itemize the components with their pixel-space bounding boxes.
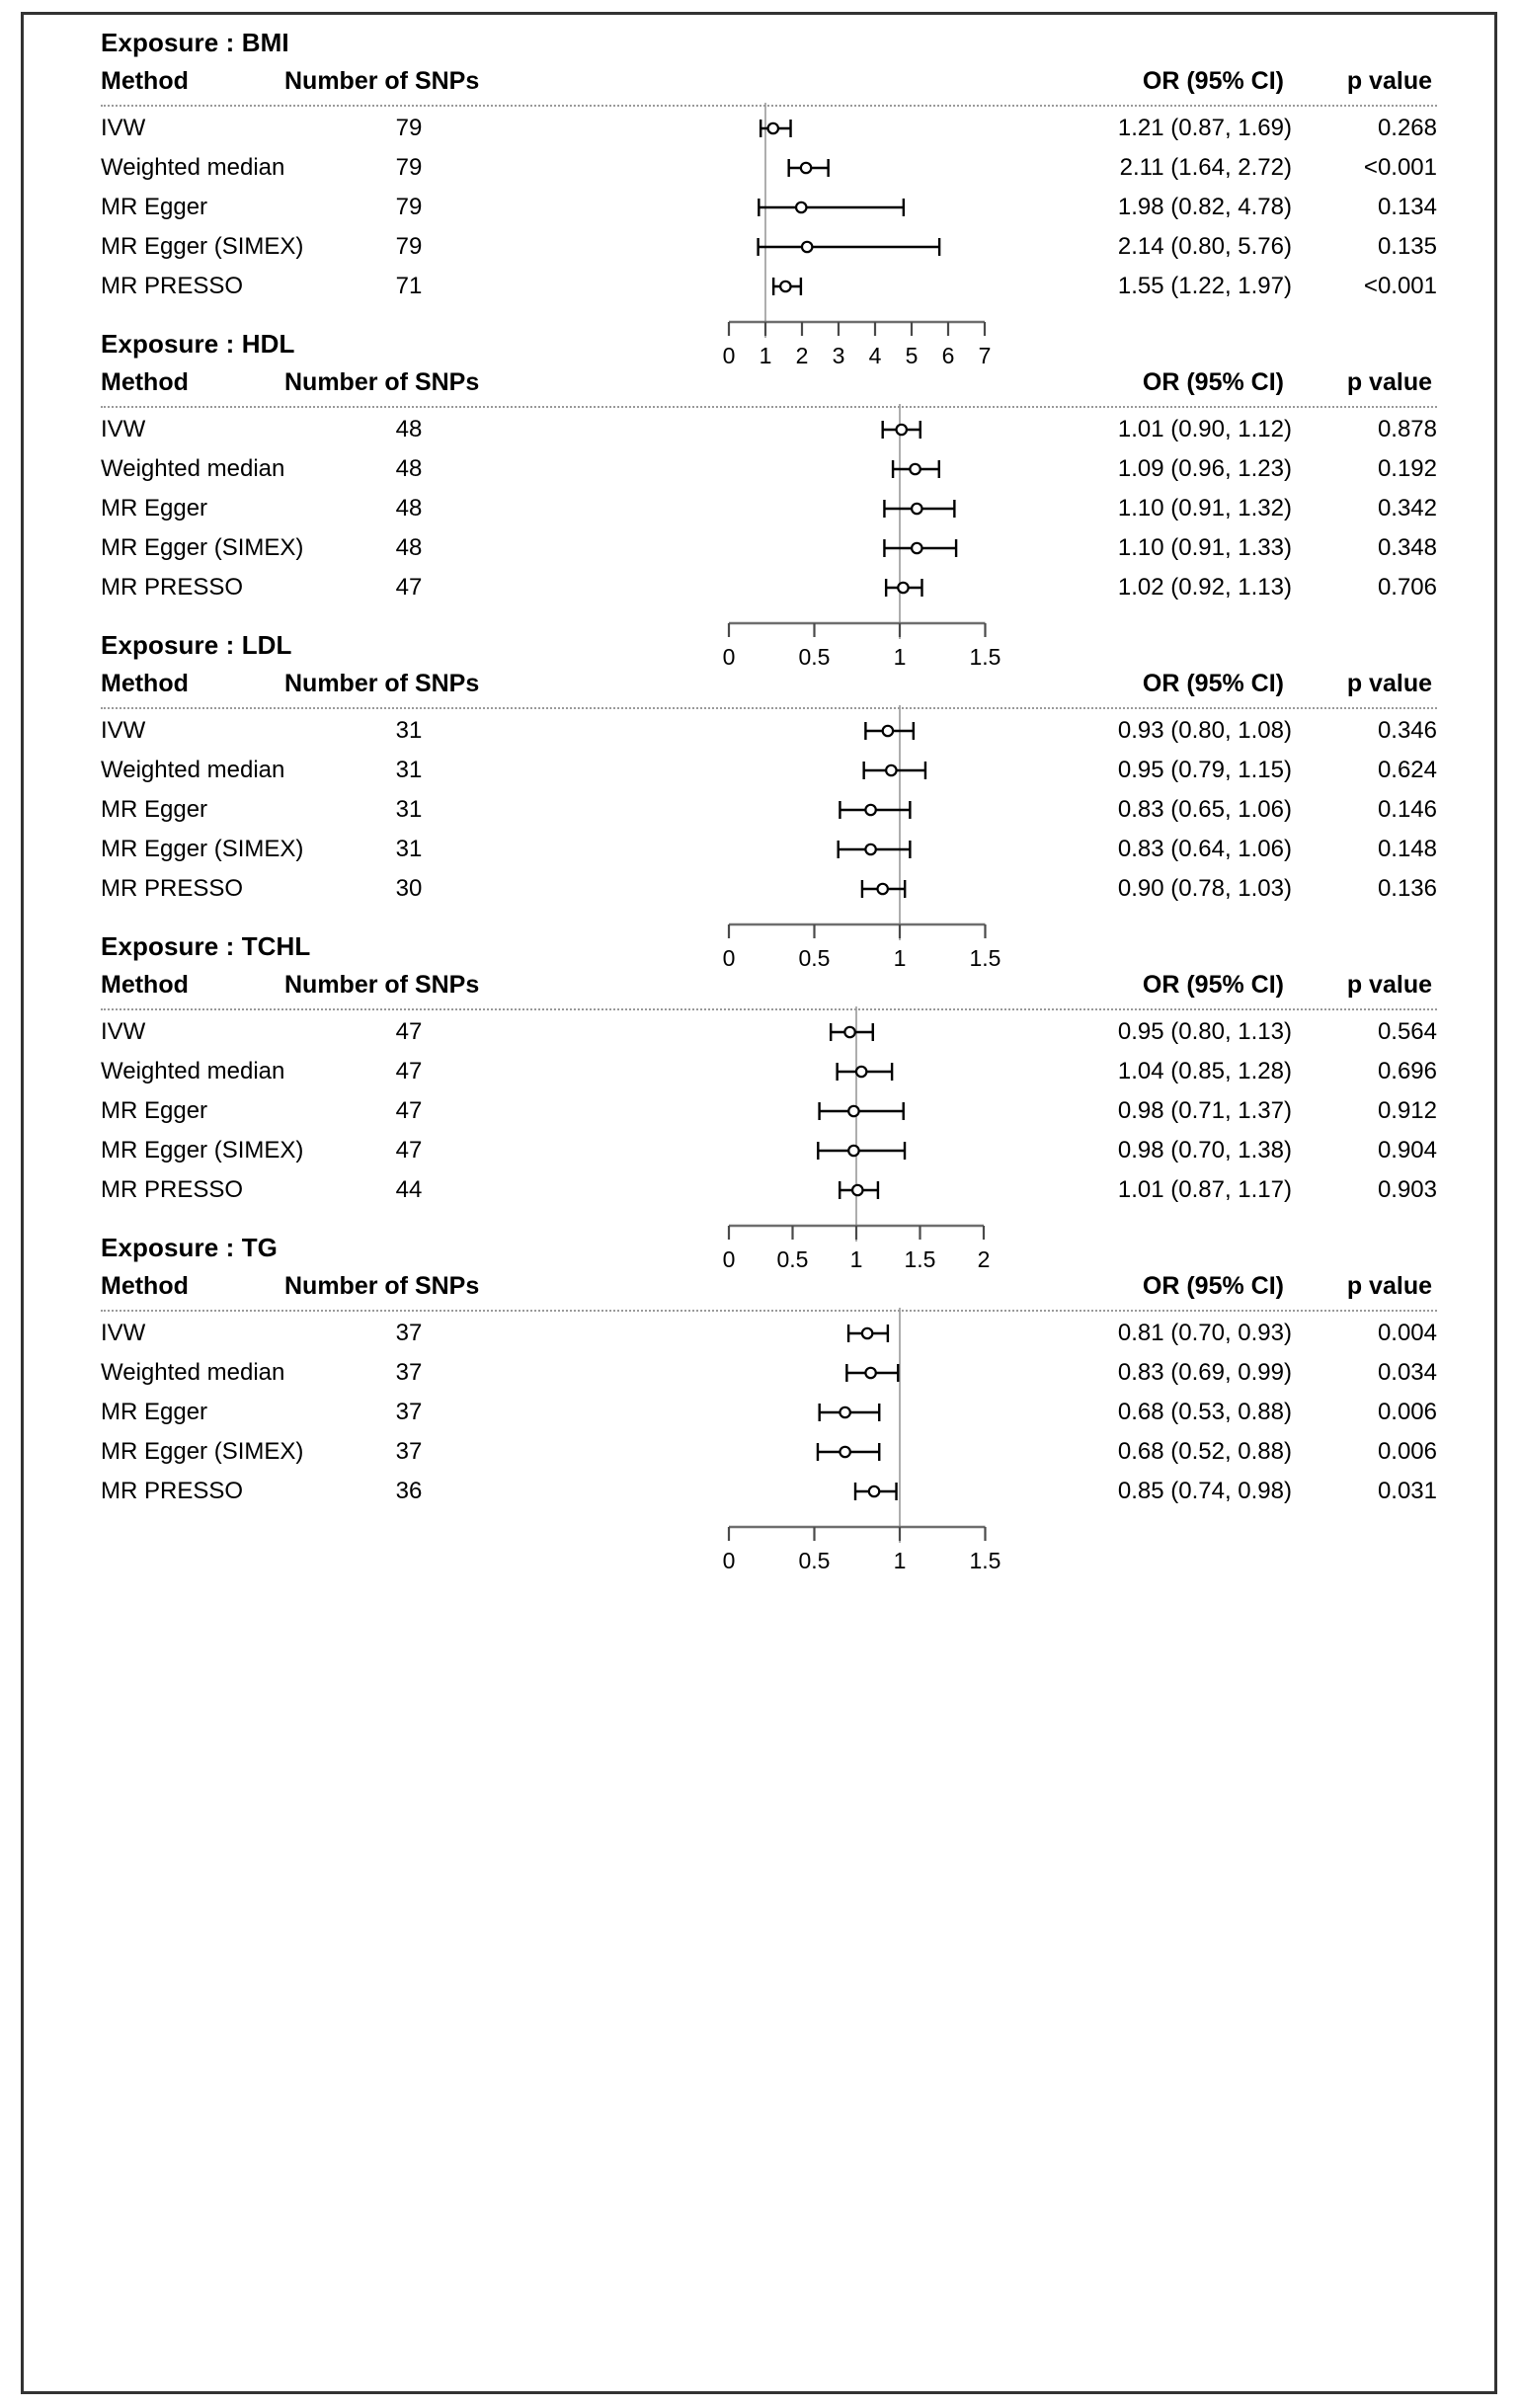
- forest-row-marker: [831, 1023, 873, 1041]
- table-row-pvalue: 0.696: [1377, 1058, 1437, 1084]
- table-row-nsnps: 37: [395, 1320, 423, 1346]
- table-row-method: MR PRESSO: [101, 875, 244, 902]
- forest-row-marker: [759, 199, 904, 216]
- table-row-pvalue: 0.146: [1377, 796, 1437, 823]
- table-row-or-ci: 0.83 (0.65, 1.06): [1117, 796, 1292, 823]
- column-header-nsnps: Number of SNPs: [284, 368, 480, 396]
- column-header-pvalue: p value: [1346, 971, 1432, 999]
- table-row-nsnps: 47: [395, 1097, 423, 1124]
- table-row-method: MR Egger: [101, 1097, 208, 1124]
- x-axis-tick-label: 1.5: [969, 945, 1001, 971]
- table-row-or-ci: 1.10 (0.91, 1.32): [1117, 495, 1292, 522]
- panel-title: Exposure : BMI: [101, 28, 289, 57]
- table-row-or-ci: 0.90 (0.78, 1.03): [1117, 875, 1292, 902]
- table-row-or-ci: 0.68 (0.52, 0.88): [1117, 1438, 1292, 1465]
- column-header-method: Method: [101, 971, 189, 999]
- forest-row-marker: [884, 539, 956, 557]
- forest-row-marker: [838, 1063, 892, 1081]
- table-row-pvalue: 0.903: [1377, 1176, 1437, 1203]
- table-row-pvalue: 0.878: [1377, 416, 1437, 442]
- table-row-or-ci: 1.04 (0.85, 1.28): [1117, 1058, 1292, 1084]
- table-row-pvalue: <0.001: [1363, 154, 1437, 181]
- table-row-or-ci: 0.93 (0.80, 1.08): [1117, 717, 1292, 744]
- table-row-nsnps: 44: [395, 1176, 423, 1203]
- table-row-method: MR Egger: [101, 495, 208, 522]
- column-header-nsnps: Number of SNPs: [284, 971, 480, 999]
- x-axis-tick-label: 7: [978, 343, 992, 368]
- x-axis-tick-label: 4: [868, 343, 882, 368]
- x-axis: [723, 1527, 1001, 1573]
- column-header-nsnps: Number of SNPs: [284, 670, 480, 697]
- table-row-method: Weighted median: [101, 757, 285, 783]
- panel-title: Exposure : HDL: [101, 329, 295, 359]
- table-row-pvalue: 0.004: [1377, 1320, 1437, 1346]
- forest-row-marker: [773, 278, 801, 295]
- forest-row-marker: [820, 1102, 904, 1120]
- table-row-method: MR Egger (SIMEX): [101, 534, 304, 561]
- table-row-method: Weighted median: [101, 1058, 285, 1084]
- table-row-pvalue: 0.006: [1377, 1399, 1437, 1425]
- table-row-or-ci: 0.98 (0.71, 1.37): [1117, 1097, 1292, 1124]
- table-row-or-ci: 0.95 (0.79, 1.15): [1117, 757, 1292, 783]
- column-header-nsnps: Number of SNPs: [284, 67, 480, 95]
- panel-title: Exposure : TG: [101, 1233, 278, 1262]
- table-row-or-ci: 2.11 (1.64, 2.72): [1119, 154, 1292, 181]
- table-row-nsnps: 79: [395, 154, 423, 181]
- table-row-or-ci: 1.01 (0.90, 1.12): [1117, 416, 1292, 442]
- table-row-nsnps: 31: [395, 757, 423, 783]
- table-row-pvalue: 0.912: [1377, 1097, 1437, 1124]
- x-axis-tick-label: 5: [905, 343, 919, 368]
- x-axis-tick-label: 3: [832, 343, 845, 368]
- table-row-nsnps: 48: [395, 455, 423, 482]
- x-axis-tick-label: 1: [893, 1548, 907, 1573]
- table-row-nsnps: 31: [395, 717, 423, 744]
- table-row-or-ci: 1.98 (0.82, 4.78): [1117, 194, 1292, 220]
- table-row-method: IVW: [101, 1320, 146, 1346]
- panel-title: Exposure : LDL: [101, 630, 292, 660]
- table-row-nsnps: 37: [395, 1438, 423, 1465]
- panel-tg: [24, 1225, 1494, 1573]
- column-header-or: OR (95% CI): [1142, 368, 1284, 396]
- table-row-pvalue: 0.134: [1377, 194, 1437, 220]
- table-row-pvalue: 0.148: [1377, 836, 1437, 862]
- table-row-pvalue: 0.031: [1377, 1478, 1437, 1504]
- table-row-method: MR PRESSO: [101, 1478, 244, 1504]
- table-row-pvalue: 0.564: [1377, 1018, 1437, 1045]
- table-row-pvalue: 0.624: [1377, 757, 1437, 783]
- x-axis-tick-label: 1.5: [904, 1246, 936, 1272]
- table-row-nsnps: 79: [395, 115, 423, 141]
- x-axis-tick-label: 0.5: [798, 1548, 831, 1573]
- x-axis-tick-label: 1.5: [969, 1548, 1001, 1573]
- forest-plot-panels: [24, 15, 1494, 2391]
- table-row-pvalue: <0.001: [1363, 273, 1437, 299]
- table-row-method: IVW: [101, 416, 146, 442]
- table-row-method: Weighted median: [101, 154, 285, 181]
- column-header-pvalue: p value: [1346, 670, 1432, 697]
- forest-row-marker: [883, 421, 920, 439]
- table-row-method: Weighted median: [101, 1359, 285, 1386]
- table-row-or-ci: 2.14 (0.80, 5.76): [1117, 233, 1292, 260]
- table-row-nsnps: 48: [395, 534, 423, 561]
- table-row-pvalue: 0.034: [1377, 1359, 1437, 1386]
- x-axis-tick-label: 0: [722, 1246, 736, 1272]
- table-row-method: MR Egger (SIMEX): [101, 233, 304, 260]
- table-row-or-ci: 1.55 (1.22, 1.97): [1117, 273, 1292, 299]
- table-row-method: IVW: [101, 717, 146, 744]
- table-row-method: MR Egger: [101, 796, 208, 823]
- x-axis-tick-label: 6: [941, 343, 955, 368]
- table-row-method: IVW: [101, 1018, 146, 1045]
- forest-row-marker: [840, 1181, 878, 1199]
- table-row-or-ci: 0.83 (0.69, 0.99): [1117, 1359, 1292, 1386]
- column-header-method: Method: [101, 670, 189, 697]
- forest-row-marker: [846, 1364, 898, 1382]
- x-axis-tick-label: 1: [759, 343, 772, 368]
- column-header-or: OR (95% CI): [1142, 670, 1284, 697]
- table-row-nsnps: 31: [395, 836, 423, 862]
- table-row-nsnps: 47: [395, 574, 423, 601]
- table-row-nsnps: 47: [395, 1137, 423, 1164]
- table-row-nsnps: 30: [395, 875, 423, 902]
- table-row-or-ci: 1.21 (0.87, 1.69): [1117, 115, 1292, 141]
- table-row-method: MR Egger: [101, 1399, 208, 1425]
- x-axis-tick-label: 1: [849, 1246, 863, 1272]
- x-axis-tick-label: 0.5: [776, 1246, 809, 1272]
- forest-row-marker: [818, 1443, 879, 1461]
- x-axis-tick-label: 0: [722, 644, 736, 670]
- column-header-nsnps: Number of SNPs: [284, 1272, 480, 1300]
- forest-row-marker: [818, 1142, 905, 1160]
- column-header-or: OR (95% CI): [1142, 67, 1284, 95]
- table-row-pvalue: 0.904: [1377, 1137, 1437, 1164]
- forest-row-marker: [865, 722, 913, 740]
- x-axis-tick-label: 2: [977, 1246, 991, 1272]
- forest-row-marker: [886, 579, 921, 597]
- table-row-pvalue: 0.346: [1377, 717, 1437, 744]
- table-row-nsnps: 79: [395, 194, 423, 220]
- forest-row-marker: [864, 762, 925, 779]
- table-row-or-ci: 1.09 (0.96, 1.23): [1117, 455, 1292, 482]
- forest-row-marker: [759, 238, 940, 256]
- table-row-or-ci: 0.98 (0.70, 1.38): [1117, 1137, 1292, 1164]
- column-header-pvalue: p value: [1346, 368, 1432, 396]
- table-row-or-ci: 0.81 (0.70, 0.93): [1117, 1320, 1292, 1346]
- table-row-nsnps: 36: [395, 1478, 423, 1504]
- table-row-nsnps: 37: [395, 1399, 423, 1425]
- table-row-pvalue: 0.135: [1377, 233, 1437, 260]
- forest-plot-area: [488, 1308, 1001, 1573]
- forest-row-marker: [820, 1404, 880, 1421]
- column-header-or: OR (95% CI): [1142, 971, 1284, 999]
- table-row-method: IVW: [101, 115, 146, 141]
- column-header-method: Method: [101, 1272, 189, 1300]
- table-row-or-ci: 0.95 (0.80, 1.13): [1117, 1018, 1292, 1045]
- table-row-nsnps: 47: [395, 1018, 423, 1045]
- x-axis-tick-label: 0: [722, 1548, 736, 1573]
- table-row-or-ci: 1.02 (0.92, 1.13): [1117, 574, 1292, 601]
- column-header-method: Method: [101, 67, 189, 95]
- table-row-method: MR PRESSO: [101, 1176, 244, 1203]
- table-row-method: MR PRESSO: [101, 574, 244, 601]
- table-row-pvalue: 0.706: [1377, 574, 1437, 601]
- x-axis-tick-label: 1: [893, 644, 907, 670]
- table-row-pvalue: 0.006: [1377, 1438, 1437, 1465]
- forest-row-marker: [855, 1483, 897, 1500]
- table-row-method: MR Egger (SIMEX): [101, 1438, 304, 1465]
- table-row-nsnps: 47: [395, 1058, 423, 1084]
- table-row-or-ci: 0.85 (0.74, 0.98): [1117, 1478, 1292, 1504]
- column-header-pvalue: p value: [1346, 1272, 1432, 1300]
- table-row-pvalue: 0.348: [1377, 534, 1437, 561]
- table-row-or-ci: 1.01 (0.87, 1.17): [1117, 1176, 1292, 1203]
- table-row-method: Weighted median: [101, 455, 285, 482]
- x-axis-tick-label: 1: [893, 945, 907, 971]
- x-axis-tick-label: 0.5: [798, 644, 831, 670]
- table-row-nsnps: 37: [395, 1359, 423, 1386]
- panel-title: Exposure : TCHL: [101, 931, 311, 961]
- table-row-method: MR PRESSO: [101, 273, 244, 299]
- column-header-pvalue: p value: [1346, 67, 1432, 95]
- table-row-method: MR Egger: [101, 194, 208, 220]
- table-row-or-ci: 0.68 (0.53, 0.88): [1117, 1399, 1292, 1425]
- table-row-or-ci: 0.83 (0.64, 1.06): [1117, 836, 1292, 862]
- table-row-nsnps: 71: [395, 273, 423, 299]
- column-header-or: OR (95% CI): [1142, 1272, 1284, 1300]
- x-axis-tick-label: 0: [722, 945, 736, 971]
- x-axis-tick-label: 0: [722, 343, 736, 368]
- table-row-pvalue: 0.268: [1377, 115, 1437, 141]
- x-axis-tick-label: 2: [795, 343, 809, 368]
- forest-row-marker: [789, 159, 829, 177]
- forest-row-marker: [848, 1324, 888, 1342]
- table-row-nsnps: 79: [395, 233, 423, 260]
- table-row-pvalue: 0.136: [1377, 875, 1437, 902]
- figure-frame: [21, 12, 1497, 2394]
- table-row-pvalue: 0.342: [1377, 495, 1437, 522]
- column-header-method: Method: [101, 368, 189, 396]
- x-axis-tick-label: 0.5: [798, 945, 831, 971]
- table-row-method: MR Egger (SIMEX): [101, 1137, 304, 1164]
- table-row-or-ci: 1.10 (0.91, 1.33): [1117, 534, 1292, 561]
- table-row-method: MR Egger (SIMEX): [101, 836, 304, 862]
- table-row-nsnps: 48: [395, 416, 423, 442]
- forest-row-marker: [862, 880, 905, 898]
- table-row-nsnps: 31: [395, 796, 423, 823]
- table-row-nsnps: 48: [395, 495, 423, 522]
- table-row-pvalue: 0.192: [1377, 455, 1437, 482]
- forest-row-marker: [884, 500, 954, 518]
- x-axis-tick-label: 1.5: [969, 644, 1001, 670]
